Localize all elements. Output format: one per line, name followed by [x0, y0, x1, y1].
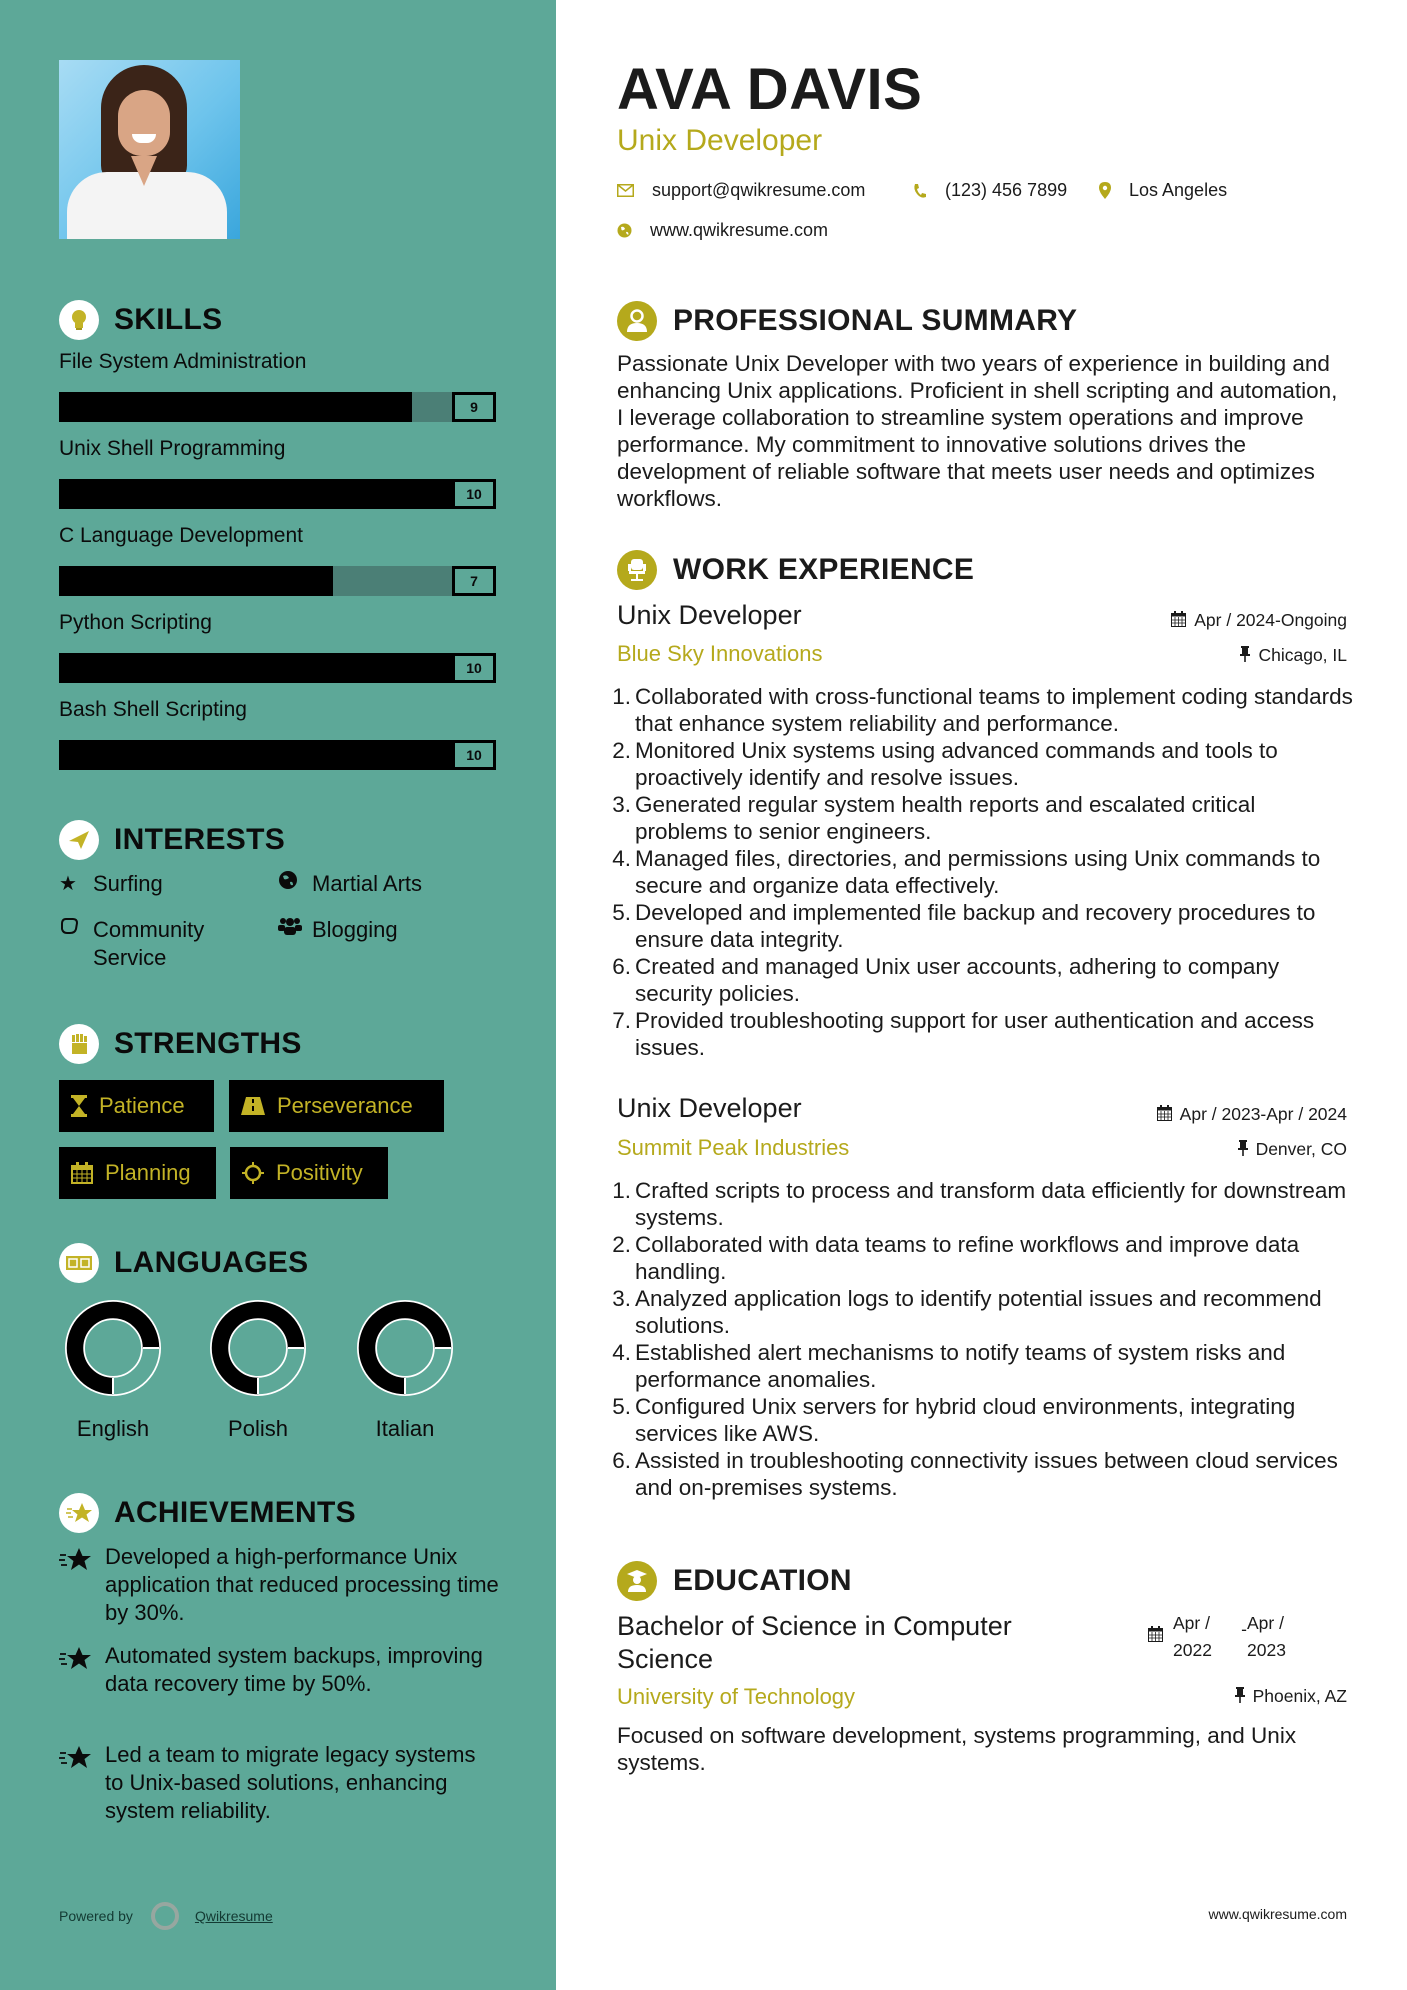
globe-icon — [278, 870, 312, 898]
candidate-name: AVA DAVIS — [617, 57, 923, 122]
education-location: Phoenix, AZ — [1235, 1686, 1347, 1707]
job-dates: Apr / 2024-Ongoing — [1171, 610, 1347, 631]
list-item: 7. Provided troubleshooting support for user authentication and access issues. — [612, 1008, 1315, 1060]
list-item: 2. Collaborated with data teams to refine workflows and improve data handling. — [612, 1232, 1300, 1284]
shooting-star-icon — [59, 1642, 105, 1698]
skill-bar-fill — [59, 740, 496, 770]
phone-icon — [913, 183, 927, 199]
skill-bar — [59, 653, 496, 683]
calendar-icon — [71, 1162, 93, 1184]
language-donut-chart — [210, 1300, 306, 1396]
education-heading: EDUCATION — [617, 1561, 852, 1601]
language-item: Polish — [198, 1300, 318, 1442]
list-item: 4. Managed files, directories, and permissions using Unix commands to secure and organize data effectively. — [612, 846, 1321, 898]
envelope-icon — [617, 184, 634, 197]
list-item: 3. Generated regular system health reports and escalated critical problems to senior engineers. — [612, 792, 1256, 844]
skill-score: 10 — [452, 653, 496, 683]
contact-website: www.qwikresume.com — [617, 220, 828, 241]
list-item: 4. Established alert mechanisms to notify teams of system risks and performance anomalies. — [612, 1340, 1286, 1392]
skill-score: 7 — [452, 566, 496, 596]
list-item: 6. Assisted in troubleshooting connectivity issues between cloud services and on-premises systems. — [612, 1448, 1338, 1500]
interests-heading: INTERESTS — [59, 820, 285, 860]
calendar-icon — [1148, 1610, 1163, 1664]
pushpin-icon — [1235, 1687, 1245, 1707]
achievement-item: Led a team to migrate legacy systems to Unix-based solutions, enhancing system reliability. — [59, 1741, 499, 1825]
contact-location: Los Angeles — [1099, 180, 1227, 201]
degree-title: Bachelor of Science in Computer Science — [617, 1611, 1012, 1674]
summary-heading: PROFESSIONAL SUMMARY — [617, 301, 1077, 341]
skill-bar-fill — [59, 566, 333, 596]
job-responsibilities — [609, 683, 1354, 1061]
strengths-heading: STRENGTHS — [59, 1024, 302, 1064]
achievement-item: Developed a high-performance Unix application that reduced processing time by 30%. — [59, 1543, 499, 1627]
job-responsibilities — [609, 1177, 1354, 1501]
globe-icon — [617, 223, 632, 238]
sidebar — [0, 0, 556, 1990]
strength-badge: Positivity — [230, 1147, 388, 1199]
interest-item: Blogging — [278, 916, 398, 944]
interest-item: Martial Arts — [278, 870, 422, 898]
list-item: 5. Configured Unix servers for hybrid cloud environments, integrating services like AWS. — [612, 1394, 1296, 1446]
achievement-item: Automated system backups, improving data recovery time by 50%. — [59, 1642, 499, 1698]
qwikresume-logo-icon — [151, 1902, 179, 1930]
strength-badge: Planning — [59, 1147, 216, 1199]
skill-bar-fill — [59, 653, 496, 683]
qwikresume-link[interactable]: Qwikresume — [194, 1908, 273, 1924]
skill-item: Python Scripting 10 — [59, 611, 499, 683]
language-item: English — [53, 1300, 173, 1442]
users-icon — [278, 916, 312, 944]
strength-badge: Patience — [59, 1080, 214, 1132]
list-item: 2. Monitored Unix systems using advanced commands and tools to proactively identify and resolve issues. — [612, 738, 1278, 790]
skill-item: Bash Shell Scripting 10 — [59, 698, 499, 770]
language-donut-chart — [357, 1300, 453, 1396]
job-title: Unix Developer — [617, 1093, 802, 1123]
language-item: Italian — [345, 1300, 465, 1442]
education-description: Focused on software development, systems programming, and Unix systems. — [617, 1723, 1297, 1775]
star-icon: ★ — [59, 873, 77, 895]
skill-item: File System Administration 9 — [59, 350, 499, 422]
contact-phone: (123) 456 7899 — [913, 180, 1067, 201]
languages-heading: LANGUAGES — [59, 1243, 308, 1283]
paper-plane-icon — [59, 820, 99, 860]
hourglass-icon — [71, 1095, 87, 1117]
road-icon — [241, 1097, 265, 1115]
strength-badge: Perseverance — [229, 1080, 444, 1132]
education-dates: Apr / 2022 - Apr / 2023 — [1148, 1610, 1307, 1664]
pushpin-icon — [1240, 646, 1250, 666]
footer-website-link[interactable]: www.qwikresume.com — [1208, 1906, 1347, 1922]
list-item: 5. Developed and implemented file backup and recovery procedures to ensure data integrity. — [612, 900, 1316, 952]
job-location: Chicago, IL — [1240, 645, 1347, 666]
candidate-role: Unix Developer — [617, 124, 823, 157]
interest-item: Community Service — [59, 916, 249, 972]
list-item: 6. Created and managed Unix user accounts, adhering to company security policies. — [612, 954, 1280, 1006]
list-item: 1. Crafted scripts to process and transform data efficiently for downstream systems. — [612, 1178, 1347, 1230]
skill-bar-fill — [59, 392, 412, 422]
skill-score: 10 — [452, 740, 496, 770]
calendar-icon — [1171, 611, 1186, 631]
office-chair-icon — [617, 550, 657, 590]
lightbulb-icon — [59, 300, 99, 340]
skills-heading: SKILLS — [59, 300, 222, 340]
summary-text: Passionate Unix Developer with two years of experience in building and enhancing Unix applications. Proficient in shell scripting and automation, I leverage collaboration to streamline system operations and improve performance. My commitment to innovative solutions drives the development of reliable software that meets user needs and optimizes workflows. — [617, 351, 1338, 511]
hand-icon — [59, 916, 93, 944]
company-name: Summit Peak Industries — [617, 1135, 850, 1160]
skill-item: C Language Development 7 — [59, 524, 499, 596]
experience-heading: WORK EXPERIENCE — [617, 550, 974, 590]
achievements-heading: ACHIEVEMENTS — [59, 1493, 356, 1533]
skill-score: 10 — [452, 479, 496, 509]
skill-bar-fill — [59, 479, 496, 509]
list-item: 1. Collaborated with cross-functional teams to implement coding standards that enhance system reliability and performance. — [612, 684, 1353, 736]
contact-email: support@qwikresume.com — [617, 180, 865, 201]
skill-item: Unix Shell Programming 10 — [59, 437, 499, 509]
user-icon — [617, 301, 657, 341]
graduate-icon — [617, 1561, 657, 1601]
job-title: Unix Developer — [617, 600, 802, 630]
skill-bar — [59, 740, 496, 770]
powered-by: Powered by Qwikresume — [59, 1902, 273, 1930]
sun-icon — [242, 1162, 264, 1184]
skill-bar — [59, 479, 496, 509]
calendar-icon — [1157, 1105, 1172, 1125]
pushpin-icon — [1238, 1140, 1248, 1160]
school-name: University of Technology — [617, 1684, 856, 1709]
map-pin-icon — [1099, 182, 1111, 199]
language-icon — [59, 1243, 99, 1283]
company-name: Blue Sky Innovations — [617, 641, 823, 666]
profile-photo — [59, 60, 240, 239]
skill-bar — [59, 566, 496, 596]
list-item: 3. Analyzed application logs to identify potential issues and recommend solutions. — [612, 1286, 1322, 1338]
language-donut-chart — [65, 1300, 161, 1396]
job-dates: Apr / 2023-Apr / 2024 — [1157, 1104, 1347, 1125]
shooting-star-icon — [59, 1741, 105, 1825]
shooting-star-icon — [59, 1493, 99, 1533]
fist-icon — [59, 1024, 99, 1064]
skill-bar — [59, 392, 496, 422]
shooting-star-icon — [59, 1543, 105, 1627]
interest-item: ★ Surfing — [59, 871, 163, 896]
skill-score: 9 — [452, 392, 496, 422]
job-location: Denver, CO — [1238, 1139, 1347, 1160]
